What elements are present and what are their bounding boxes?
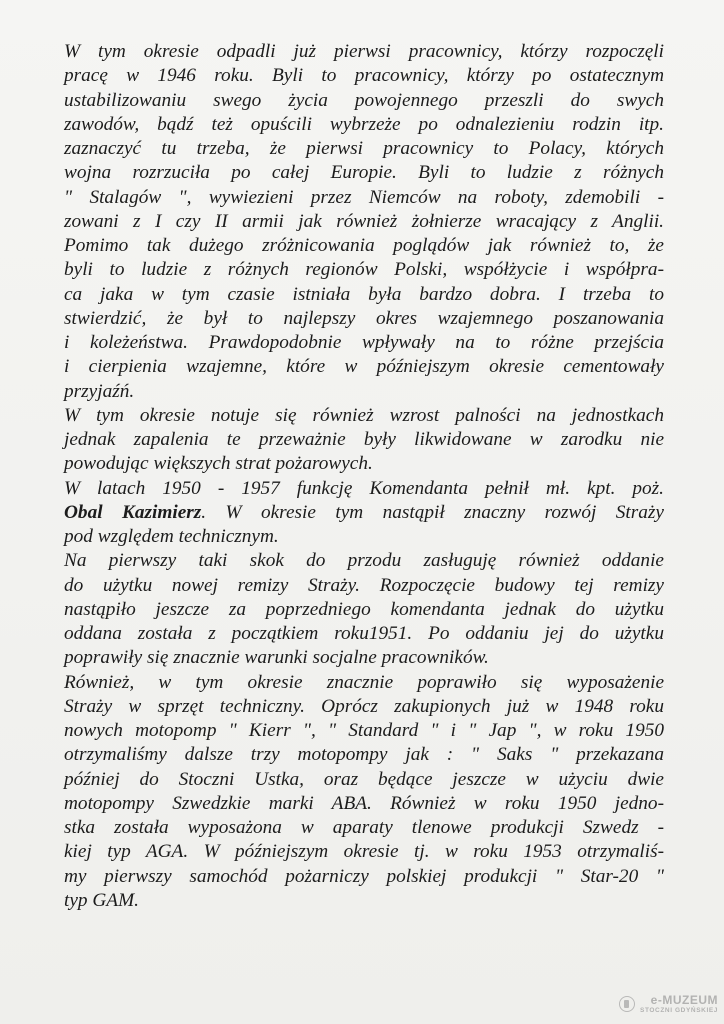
text-line: do użytku nowej remizy Straży. Rozpoczęcie budowy tej remizy	[64, 574, 664, 596]
text-line: i cierpienia wzajemne, które w późniejszym okresie cementowały	[64, 356, 664, 378]
text-line: zowani z I czy II armii jak również żołnierze wracający z Anglii.	[64, 210, 664, 232]
text-line: poprawiły się znacznie warunki socjalne pracowników.	[64, 647, 489, 669]
text-line: otrzymaliśmy dalsze trzy motopompy jak : " Saks " przekazana	[64, 744, 664, 766]
text-line: oddana została z początkiem roku1951. Po oddaniu jej do użytku	[64, 623, 664, 644]
text-line: zawodów, bądź też opuścili wybrzeże po odnalezieniu rodzin itp.	[64, 113, 664, 135]
text-line: pracę w 1946 roku. Byli to pracownicy, którzy po ostatecznym	[64, 65, 664, 87]
watermark-title: e-MUZEUM	[650, 992, 718, 1007]
text-line: przyjaźń.	[64, 380, 135, 402]
text-line: W tym okresie notuje się również wzrost palności na jednostkach	[64, 404, 664, 426]
museum-watermark	[608, 990, 718, 1018]
text-line: pod względem technicznym.	[64, 526, 279, 547]
commander-name: Obal Kazimierz	[64, 501, 202, 523]
text-line: W latach 1950 - 1957 funkcję Komendanta pełnił mł. kpt. poż.	[64, 477, 664, 499]
watermark-subtitle: STOCZNI GDYŃSKIEJ	[640, 1006, 718, 1014]
text-line: kiej typ AGA. W późniejszym okresie tj. w roku 1953 otrzymaliś-	[64, 841, 664, 863]
text-line: ustabilizowaniu swego życia powojennego przeszli do swych	[64, 89, 664, 111]
text-line-rest: . W okresie tym nastąpił znaczny rozwój Straży	[201, 501, 664, 523]
text-line: my pierwszy samochód pożarniczy polskiej produkcji " Star-20 "	[64, 865, 664, 887]
text-line: stka została wyposażona w aparaty tlenowe produkcji Szwedz -	[64, 817, 664, 838]
text-line: Straży w sprzęt techniczny. Oprócz zakupionych już w 1948 roku	[64, 695, 664, 717]
text-line-with-name	[64, 501, 664, 525]
text-line: i koleżeństwa. Prawdopodobnie wpływały na to różne przejścia	[64, 332, 664, 353]
text-line: nastąpiło jeszcze za poprzedniego komendanta jednak do użytku	[64, 598, 664, 620]
text-line: motopompy Szwedzkie marki ABA. Również w roku 1950 jedno-	[64, 792, 664, 814]
text-line: nowych motopomp " Kierr ", " Standard " i " Jap ", w roku 1950	[64, 720, 664, 741]
museum-logo-icon	[619, 996, 635, 1012]
text-line: powodując większych strat pożarowych.	[64, 453, 373, 475]
text-line: ca jaka w tym czasie istniała była bardzo dobra. I trzeba to	[64, 283, 664, 305]
text-line: stwierdzić, że był to najlepszy okres wzajemnego poszanowania	[64, 307, 664, 329]
body-text	[64, 40, 664, 913]
text-line: wojna rozrzuciła po całej Europie. Byli to ludzie z różnych	[64, 162, 664, 184]
text-line: W tym okresie odpadli już pierwsi pracownicy, którzy rozpoczęli	[64, 41, 664, 62]
text-line: typ GAM.	[64, 889, 139, 911]
text-line: Na pierwszy taki skok do przodu zasługuję również oddanie	[64, 550, 664, 572]
text-line: byli to ludzie z różnych regionów Polski, współżycie i współpra-	[64, 259, 664, 281]
text-line: później do Stoczni Ustka, oraz będące jeszcze w użyciu dwie	[64, 768, 664, 790]
text-line: jednak zapalenia te przeważnie były likwidowane w zarodku nie	[64, 429, 664, 450]
text-line: Pomimo tak dużego zróżnicowania poglądów jak również to, że	[64, 235, 664, 256]
text-line: Również, w tym okresie znacznie poprawiło się wyposażenie	[64, 671, 664, 693]
watermark-text	[640, 994, 718, 1015]
text-line: " Stalagów ", wywiezieni przez Niemców na roboty, zdemobili -	[64, 186, 664, 208]
text-line: zaznaczyć tu trzeba, że pierwsi pracownicy to Polacy, których	[64, 138, 664, 159]
